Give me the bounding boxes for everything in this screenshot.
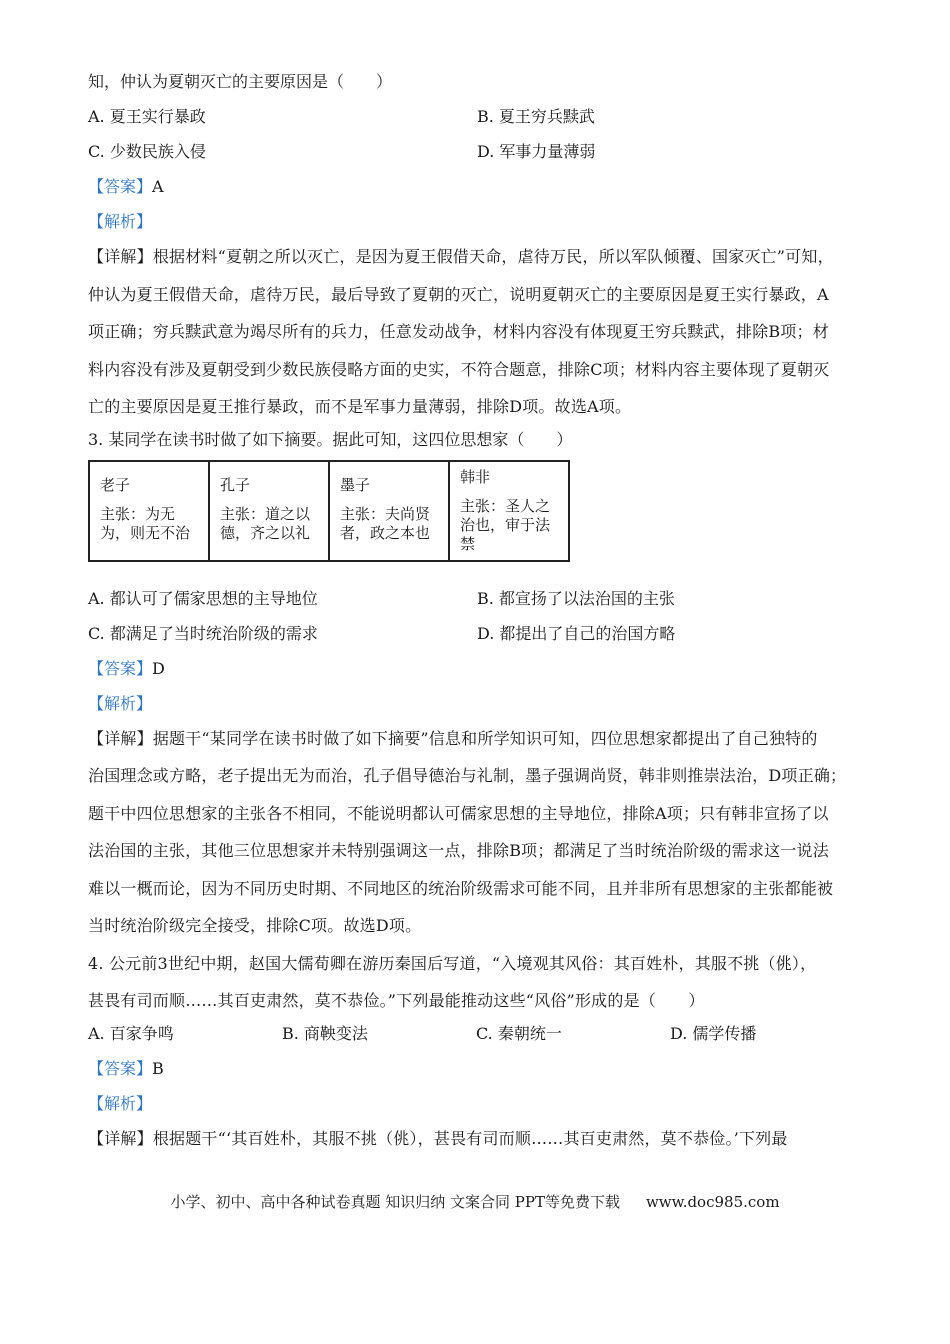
thinkers-table (88, 460, 570, 562)
detail-line: 题干中四位思想家的主张各不相同，不能说明都认可儒家思想的主导地位，排除A项；只有韩非宣扬了以 (88, 803, 829, 823)
q2-options-row-1 (88, 105, 868, 129)
answer-tag: 【答案】 (88, 658, 153, 678)
detail-tag: 【详解】 (88, 728, 153, 748)
q4-option-d[interactable]: D. 儒学传播 (670, 1023, 757, 1043)
q3-option-d[interactable]: D. 都提出了自己的治国方略 (477, 623, 676, 643)
detail-line: 项正确；穷兵黩武意为竭尽所有的兵力，任意发动战争，材料内容没有体现夏王穷兵黩武，排除B项；材 (88, 322, 829, 341)
q2-option-d[interactable]: D. 军事力量薄弱 (477, 142, 596, 161)
analysis-tag: 【解析】 (88, 693, 153, 713)
footer-site-link[interactable]: www.doc985.com (645, 1193, 780, 1211)
detail-tag: 【详解】 (88, 1128, 153, 1148)
table-row (89, 461, 569, 561)
detail-line: 亡的主要原因是夏王推行暴政，而不是军事力量薄弱，排除D项。故选A项。 (88, 397, 632, 416)
q3-option-b[interactable]: B. 都宣扬了以法治国的主张 (477, 588, 675, 608)
q4-option-c[interactable]: C. 秦朝统一 (476, 1023, 562, 1043)
answer-value: A (152, 177, 164, 196)
detail-line: 【详解】据题干“某同学在读书时做了如下摘要”信息和所学知识可知，四位思想家都提出了自己独特的 (88, 728, 818, 748)
detail-tag: 【详解】 (88, 247, 153, 266)
table-cell (449, 461, 569, 561)
stem-line: 4. 公元前3世纪中期，赵国大儒荀卿在游历秦国后写道，“入境观其风俗：其百姓朴，其服不挑（佻）， (88, 953, 817, 973)
document-page (88, 70, 868, 1157)
q3-detail (88, 720, 868, 945)
thinker-name: 老子 (100, 475, 131, 494)
stem-line: 甚畏有司而顺……其百吏肃然，莫不恭俭。”下列最能推动这些“风俗”形成的是（ ） (88, 991, 705, 1010)
q4-option-b[interactable]: B. 商鞅变法 (282, 1023, 368, 1043)
q4-option-a[interactable]: A. 百家争鸣 (88, 1023, 174, 1043)
footer-text: 小学、初中、高中各种试卷真题 知识归纳 文案合同 PPT等免费下载 (170, 1193, 620, 1211)
detail-line: 难以一概而论，因为不同历史时期、不同地区的统治阶级需求可能不同，且并非所有思想家的主张都能被 (88, 878, 834, 898)
thinker-claim: 主张：为无为，则无不治 (100, 504, 191, 542)
q2-option-c[interactable]: C. 少数民族入侵 (88, 142, 206, 161)
table-cell (89, 461, 209, 561)
answer-tag: 【答案】 (88, 177, 153, 196)
detail-line: 仲认为夏王假借天命，虐待万民，最后导致了夏朝的灭亡，说明夏朝灭亡的主要原因是夏王实行暴政，A (88, 284, 829, 304)
detail-line: 【详解】根据题干“‘其百姓朴，其服不挑（佻），甚畏有司而顺……其百吏肃然，莫不恭俭。’下列最 (88, 1128, 788, 1148)
q4-answer (88, 1057, 868, 1081)
detail-line: 当时统治阶级完全接受，排除C项。故选D项。 (88, 916, 422, 935)
q2-stem: 知，仲认为夏朝灭亡的主要原因是（ ） (88, 72, 393, 91)
thinker-name: 韩非 (460, 467, 491, 486)
thinker-claim: 主张：道之以德，齐之以礼 (220, 504, 311, 542)
q2-option-b[interactable]: B. 夏王穷兵黩武 (477, 107, 595, 126)
detail-line: 料内容没有涉及夏朝受到少数民族侵略方面的史实，不符合题意，排除C项；材料内容主要体现了夏朝灭 (88, 359, 830, 379)
q3-options-row-1 (88, 587, 868, 611)
thinker-claim: 主张：夫尚贤者，政之本也 (340, 504, 431, 542)
q3-options-row-2 (88, 622, 868, 646)
q2-options-row-2 (88, 140, 868, 164)
q3-option-a[interactable]: A. 都认可了儒家思想的主导地位 (88, 588, 318, 608)
analysis-tag: 【解析】 (88, 212, 153, 231)
q4-stem (88, 945, 868, 1020)
q4-analysis (88, 1092, 868, 1116)
thinker-name: 墨子 (340, 475, 371, 494)
detail-line: 【详解】根据材料“夏朝之所以灭亡，是因为夏王假借天命，虐待万民，所以军队倾覆、国家灭亡”可知， (88, 247, 834, 266)
page-footer (0, 1192, 950, 1212)
q2-option-a[interactable]: A. 夏王实行暴政 (88, 107, 206, 126)
detail-line: 法治国的主张，其他三位思想家并未特别强调这一点，排除B项；都满足了当时统治阶级的需求这一说法 (88, 841, 829, 860)
answer-value: B (152, 1058, 164, 1078)
q2-analysis (88, 210, 868, 234)
q4-detail (88, 1120, 868, 1158)
thinker-name: 孔子 (220, 475, 251, 494)
q2-detail (88, 238, 868, 426)
detail-line: 治国理念或方略，老子提出无为而治，孔子倡导德治与礼制，墨子强调尚贤，韩非则推崇法治，D项正确； (88, 766, 847, 785)
table-cell (209, 461, 329, 561)
table-cell (329, 461, 449, 561)
answer-tag: 【答案】 (88, 1058, 153, 1078)
q2-answer (88, 175, 868, 199)
q3-stem: 3. 某同学在读书时做了如下摘要。据此可知，这四位思想家（ ） (88, 429, 573, 449)
analysis-tag: 【解析】 (88, 1093, 153, 1113)
q3-option-c[interactable]: C. 都满足了当时统治阶级的需求 (88, 623, 318, 643)
answer-value: D (152, 658, 165, 678)
q3-analysis (88, 692, 868, 716)
q3-answer (88, 657, 868, 681)
q4-options-row (88, 1022, 868, 1046)
thinker-claim: 主张：圣人之治也，审于法禁 (460, 496, 551, 553)
